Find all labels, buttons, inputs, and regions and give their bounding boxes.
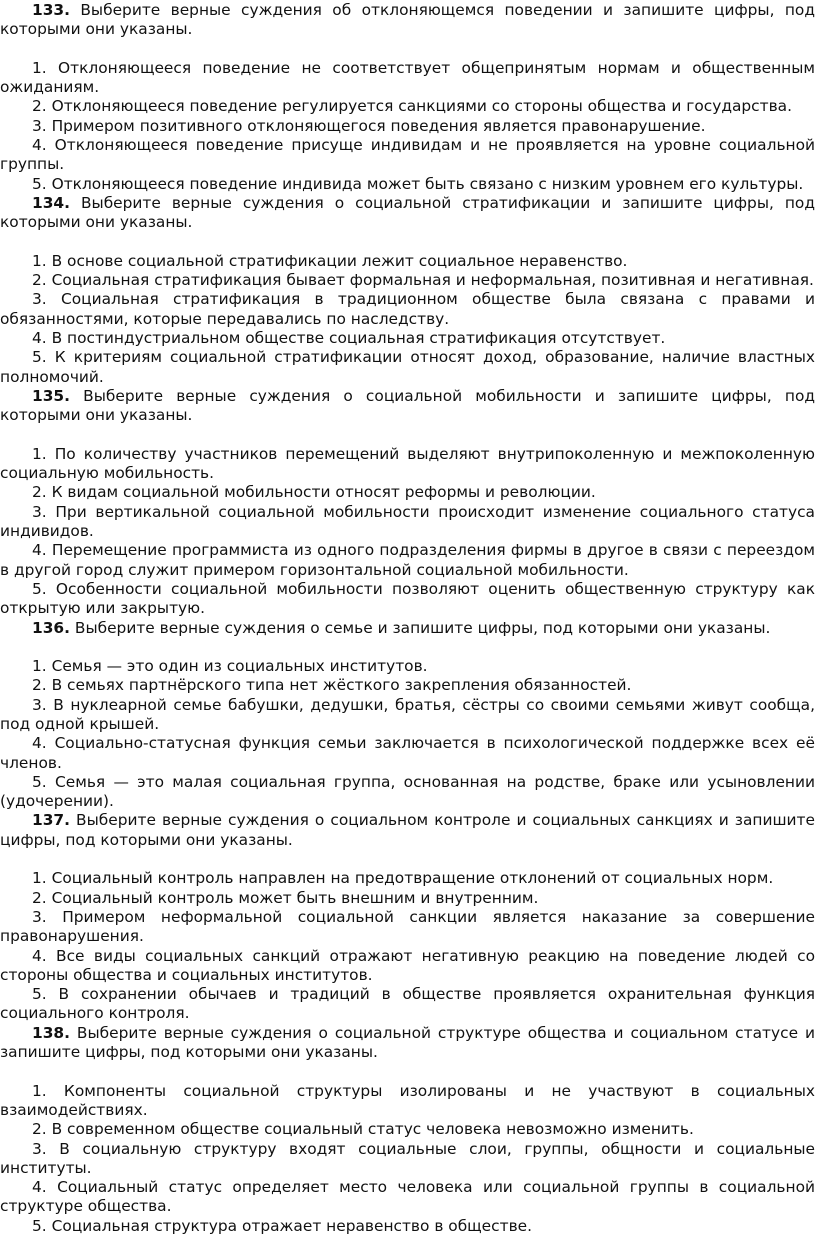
answer-option: 2. Социальный контроль может быть внешним и внутренним. bbox=[32, 888, 539, 907]
task-question-text: Выберите верные суждения о социальной мобильности и запишите цифры, под которыми они указаны. bbox=[0, 386, 816, 425]
blank-line bbox=[0, 426, 815, 445]
task-number: 137. bbox=[32, 811, 70, 830]
answer-option: 4. Перемещение программиста из одного подразделения фирмы в другое в связи с переездом в другой город служит примером горизонтальной социальной мобильности. bbox=[0, 541, 815, 579]
answer-option: 5. Семья — это малая социальная группа, основанная на родстве, браке или усыновлении (удочерении). bbox=[0, 772, 815, 811]
answer-option: 1. Семья — это один из социальных институтов. bbox=[32, 657, 428, 676]
blank-line bbox=[0, 40, 815, 59]
task-136 bbox=[0, 619, 815, 812]
task-134 bbox=[0, 194, 815, 387]
answer-option: 1. Компоненты социальной структуры изолированы и не участвуют в социальных взаимодействиях. bbox=[0, 1081, 815, 1119]
task-question bbox=[0, 387, 815, 426]
answer-option: 1. По количеству участников перемещений выделяют внутрипоколенную и межпоколенную социальную мобильность. bbox=[0, 444, 815, 483]
answer-option: 3. Социальная стратификация в традиционном обществе была связана с правами и обязанностями, которые передавались по наследству. bbox=[0, 290, 815, 328]
answer-option: 1. Социальный контроль направлен на предотвращение отклонений от социальных норм. bbox=[32, 869, 774, 888]
task-135 bbox=[0, 387, 815, 619]
answer-option: 4. Социальный статус определяет место человека или социальной группы в социальной структуре общества. bbox=[0, 1178, 815, 1216]
answer-option: 2. К видам социальной мобильности относят реформы и революции. bbox=[32, 483, 596, 502]
answer-option: 2. В семьях партнёрского типа нет жёсткого закрепления обязанностей. bbox=[32, 676, 632, 695]
answer-option: 1. В основе социальной стратификации лежит социальное неравенство. bbox=[32, 251, 628, 270]
answer-option: 4. В постиндустриальном обществе социальная стратификация отсутствует. bbox=[32, 329, 666, 348]
task-number: 136. bbox=[32, 618, 70, 637]
task-137 bbox=[0, 811, 815, 1023]
answer-option: 2. В современном обществе социальный статус человека невозможно изменить. bbox=[32, 1120, 694, 1139]
answer-option: 1. Отклоняющееся поведение не соответствует общепринятым нормам и общественным ожиданиям. bbox=[0, 58, 815, 97]
task-question bbox=[0, 194, 815, 233]
answer-option: 4. Социально-статусная функция семьи заключается в психологической поддержке всех её членов. bbox=[0, 734, 815, 772]
answer-option: 3. Примером позитивного отклоняющегося поведения является правонарушение. bbox=[32, 116, 706, 135]
blank-line bbox=[0, 850, 815, 869]
task-number: 134. bbox=[32, 193, 70, 212]
answer-option: 5. Отклоняющееся поведение индивида может быть связано с низким уровнем его культуры. bbox=[32, 174, 804, 193]
answer-option: 3. При вертикальной социальной мобильности происходит изменение социального статуса индивидов. bbox=[0, 502, 815, 541]
task-number: 138. bbox=[32, 1023, 70, 1042]
task-question bbox=[0, 619, 815, 638]
task-question-text: Выберите верные суждения о социальном контроле и социальных санкциях и запишите цифры, под которыми они указаны. bbox=[0, 811, 815, 849]
task-question bbox=[0, 811, 815, 850]
answer-option: 5. В сохранении обычаев и традиций в обществе проявляется охранительная функция социального контроля. bbox=[0, 985, 815, 1023]
task-number: 133. bbox=[32, 1, 70, 19]
blank-line bbox=[0, 233, 815, 252]
answer-option: 3. Примером неформальной социальной санкции является наказание за совершение правонарушения. bbox=[0, 907, 815, 946]
answer-option: 2. Отклоняющееся поведение регулируется санкциями со стороны общества и государства. bbox=[32, 97, 793, 116]
answer-option: 5. Особенности социальной мобильности позволяют оценить общественную структуру как открытую или закрытую. bbox=[0, 579, 815, 618]
answer-option: 3. В социальную структуру входят социальные слои, группы, общности и социальные институты. bbox=[0, 1139, 815, 1177]
answer-option: 3. В нуклеарной семье бабушки, дедушки, братья, сёстры со своими семьями живут сообща, под одной крышей. bbox=[0, 695, 815, 733]
task-question bbox=[0, 1, 815, 40]
task-question-text: Выберите верные суждения об отклоняющемся поведении и запишите цифры, под которыми они указаны. bbox=[0, 1, 815, 39]
task-number: 135. bbox=[32, 386, 70, 405]
answer-option: 5. Социальная структура отражает неравенство в обществе. bbox=[32, 1216, 533, 1235]
task-question-text: Выберите верные суждения о семье и запишите цифры, под которыми они указаны. bbox=[74, 618, 771, 637]
blank-line bbox=[0, 638, 815, 657]
blank-line bbox=[0, 1062, 815, 1081]
task-133 bbox=[0, 1, 815, 194]
answer-option: 2. Социальная стратификация бывает формальная и неформальная, позитивная и негативная. bbox=[32, 271, 814, 290]
answer-option: 5. К критериям социальной стратификации относят доход, образование, наличие властных полномочий. bbox=[0, 348, 815, 386]
task-138 bbox=[0, 1024, 815, 1236]
answer-option: 4. Отклоняющееся поведение присуще индивидам и не проявляется на уровне социальной группы. bbox=[0, 136, 815, 174]
task-question-text: Выберите верные суждения о социальной структуре общества и социальном статусе и запишите цифры, под которыми они указаны. bbox=[0, 1023, 815, 1062]
task-question-text: Выберите верные суждения о социальной стратификации и запишите цифры, под которыми они указаны. bbox=[0, 193, 815, 232]
task-question bbox=[0, 1024, 815, 1063]
answer-option: 4. Все виды социальных санкций отражают негативную реакцию на поведение людей со стороны общества и социальных институтов. bbox=[0, 946, 815, 984]
